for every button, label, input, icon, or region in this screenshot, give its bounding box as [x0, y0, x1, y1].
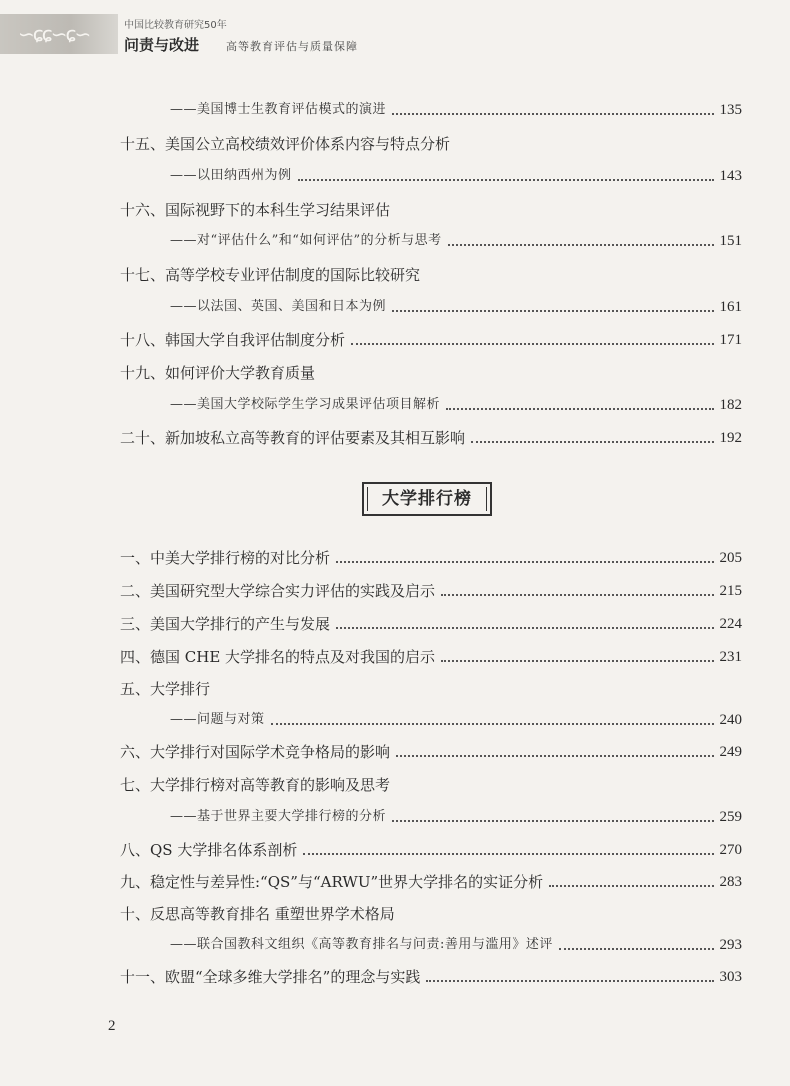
toc-entry: 十、反思高等教育排名 重塑世界学术格局	[120, 905, 395, 923]
book-subtitle: 高等教育评估与质量保障	[226, 40, 358, 53]
toc-entry: 四、德国 CHE 大学排名的特点及对我国的启示 231	[120, 648, 742, 666]
toc-entry: 九、稳定性与差异性:“QS”与“ARWU”世界大学排名的实证分析 283	[120, 873, 742, 891]
toc-entry: ——以法国、英国、美国和日本为例 161	[170, 299, 742, 315]
section-heading-box	[362, 482, 492, 516]
ornament-icon: ∽ɕɕ∽ɕ∽	[18, 22, 90, 46]
toc-entry: 十八、韩国大学自我评估制度分析 171	[120, 331, 742, 349]
section-title: 大学排行榜	[382, 489, 472, 509]
toc-entry: ——美国大学校际学生学习成果评估项目解析 182	[170, 397, 742, 413]
series-title: 中国比较教育研究50年	[124, 20, 227, 31]
toc-entry: ——美国博士生教育评估模式的演进 135	[170, 102, 742, 118]
toc-entry: 十九、如何评价大学教育质量	[120, 364, 316, 382]
toc-entry: 十七、高等学校专业评估制度的国际比较研究	[120, 266, 421, 284]
toc-entry: 一、中美大学排行榜的对比分析 205	[120, 549, 742, 567]
toc-entry: 二十、新加坡私立高等教育的评估要素及其相互影响 192	[120, 429, 742, 447]
page-number: 2	[108, 1018, 116, 1034]
toc-entry: 十六、国际视野下的本科生学习结果评估	[120, 201, 391, 219]
toc-entry: 八、QS 大学排名体系剖析 270	[120, 841, 742, 859]
toc-entry: 十五、美国公立高校绩效评价体系内容与特点分析	[120, 135, 451, 153]
toc-entry: ——联合国教科文组织《高等教育排名与问责:善用与滥用》述评 293	[170, 937, 742, 953]
toc-entry: 十一、欧盟“全球多维大学排名”的理念与实践 303	[120, 968, 742, 986]
book-title: 问责与改进	[124, 36, 200, 54]
toc-entry: ——基于世界主要大学排行榜的分析 259	[170, 809, 742, 825]
toc-entry: 三、美国大学排行的产生与发展 224	[120, 615, 742, 633]
toc-entry: ——对“评估什么”和“如何评估”的分析与思考 151	[170, 233, 742, 249]
toc-entry: ——以田纳西州为例 143	[170, 168, 742, 184]
toc-entry: 五、大学排行	[120, 680, 211, 698]
running-header	[0, 0, 790, 62]
toc-entry: 二、美国研究型大学综合实力评估的实践及启示 215	[120, 582, 742, 600]
toc-entry: 七、大学排行榜对高等教育的影响及思考	[120, 776, 391, 794]
toc-entry: ——问题与对策 240	[170, 712, 742, 728]
toc-entry: 六、大学排行对国际学术竞争格局的影响 249	[120, 743, 742, 761]
